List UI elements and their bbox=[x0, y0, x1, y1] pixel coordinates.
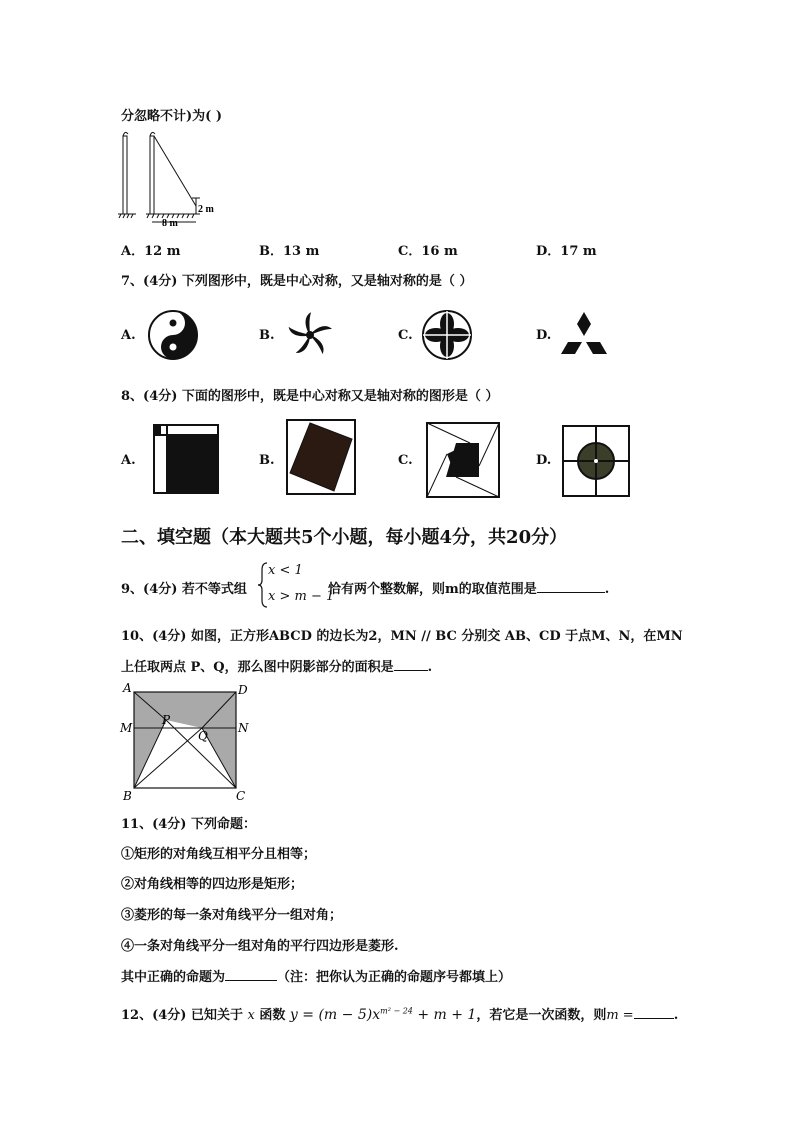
label-n: N bbox=[238, 721, 249, 735]
q10-square-figure bbox=[118, 680, 258, 804]
q9-inequality-1: x < 1 bbox=[268, 563, 303, 578]
pinwheel-flower-icon bbox=[284, 309, 336, 361]
label-a: A bbox=[123, 681, 132, 695]
q12-answer-blank[interactable] bbox=[634, 1005, 674, 1019]
q8-figure-c bbox=[426, 422, 500, 498]
label-c: C bbox=[236, 789, 246, 803]
label-q: Q bbox=[198, 729, 208, 743]
q10-line-2: 上任取两点 P、Q，那么图中阴影部分的面积是 . bbox=[121, 656, 432, 675]
q10-line-1: 10、(4分) 如图，正方形ABCD 的边长为2，MN // BC 分别交 AB、CD 于点M、N，在MN bbox=[121, 629, 683, 644]
q12-formula: $y = (m - 5)x^{m^2 - 24} + m + 1$ bbox=[289, 1006, 477, 1023]
q6-height-label: 2 m bbox=[198, 204, 214, 215]
q7-option-a-label: A. bbox=[121, 328, 136, 343]
q7-stem: 7、(4分) 下列图形中，既是中心对称，又是轴对称的是（ ） bbox=[121, 274, 473, 289]
q6-ground-label: 8 m bbox=[162, 218, 178, 229]
q10-answer-blank[interactable] bbox=[394, 657, 428, 671]
q8-figure-d bbox=[562, 425, 630, 497]
q6-option-c: C．16 m bbox=[398, 244, 458, 259]
q8-option-c-label: C. bbox=[398, 453, 413, 468]
q9-inequality-2: x > m − 1 bbox=[268, 589, 335, 604]
q6-stem-tail: 分忽略不计)为( ) bbox=[121, 109, 222, 124]
q8-figure-b bbox=[286, 419, 356, 495]
q11-answer-line: 其中正确的命题为 （注：把你认为正确的命题序号都填上） bbox=[121, 966, 511, 985]
q11-stem: 11、(4分) 下列命题： bbox=[121, 817, 256, 832]
label-d: D bbox=[238, 683, 248, 697]
q8-option-d-label: D. bbox=[536, 453, 552, 468]
q11-item-4: ④一条对角线平分一组对角的平行四边形是菱形. bbox=[121, 939, 399, 954]
q11-item-3: ③菱形的每一条对角线平分一组对角； bbox=[121, 908, 343, 923]
q6-option-b: B．13 m bbox=[259, 244, 320, 259]
four-petal-circle-icon bbox=[421, 309, 473, 361]
q7-option-d-label: D. bbox=[536, 328, 552, 343]
q8-stem: 8、(4分) 下面的图形中，既是中心对称又是轴对称的图形是（ ） bbox=[121, 389, 499, 404]
q9-answer-blank[interactable] bbox=[537, 579, 605, 593]
q11-answer-blank[interactable] bbox=[225, 967, 277, 981]
q8-option-a-label: A. bbox=[121, 453, 136, 468]
q6-flagpole-figure bbox=[118, 128, 213, 228]
q9-prefix: 9、(4分) 若不等式组 bbox=[121, 582, 247, 597]
label-b: B bbox=[123, 789, 132, 803]
label-p: P bbox=[162, 713, 171, 727]
q9-suffix: 恰有两个整数解，则m的取值范围是 . bbox=[328, 578, 609, 597]
q7-option-c-label: C. bbox=[398, 328, 413, 343]
q11-item-2: ②对角线相等的四边形是矩形； bbox=[121, 877, 304, 892]
label-m: M bbox=[120, 721, 133, 735]
q11-item-1: ①矩形的对角线互相平分且相等； bbox=[121, 847, 317, 862]
q7-option-b-label: B. bbox=[259, 328, 275, 343]
q8-option-b-label: B. bbox=[259, 453, 275, 468]
q12-line: 12、(4分) 已知关于 x 函数 $y = (m - 5)x^{m^2 - 24} + m + 1$，若它是一次函数，则m = . bbox=[121, 1006, 679, 1023]
section-2-title: 二、填空题（本大题共5个小题，每小题4分，共20分） bbox=[121, 527, 568, 548]
q8-figure-a bbox=[153, 424, 219, 494]
q6-option-a: A．12 m bbox=[121, 244, 181, 259]
three-diamond-icon bbox=[560, 312, 608, 356]
q6-option-d: D．17 m bbox=[536, 244, 597, 259]
yin-yang-icon bbox=[147, 309, 199, 361]
